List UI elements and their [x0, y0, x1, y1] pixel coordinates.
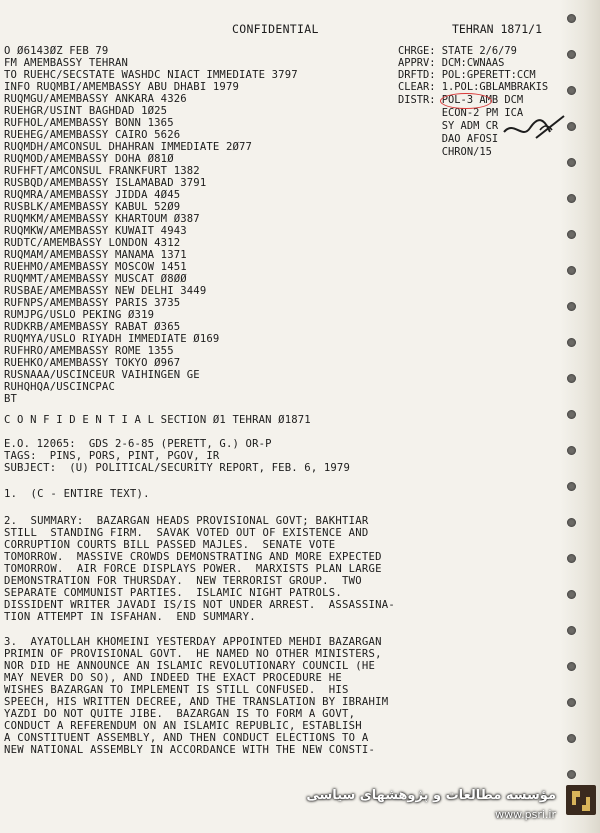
paragraph-line: TOMORROW. MASSIVE CROWDS DEMONSTRATING AND MORE EXPECTED [4, 551, 382, 563]
classification-line: C O N F I D E N T I A L SECTION Ø1 TEHRAN Ø1871 [4, 414, 311, 426]
routing-line: INFO RUQMBI/AMEMBASSY ABU DHABI 1979 [4, 81, 240, 93]
routing-line: RUSNAAA/USCINCEUR VAIHINGEN GE [4, 369, 200, 381]
paragraph-1: 1. (C - ENTIRE TEXT). [4, 488, 150, 500]
routing-line: RUQMDH/AMCONSUL DHAHRAN IMMEDIATE 2Ø77 [4, 141, 253, 153]
paragraph-line: 2. SUMMARY: BAZARGAN HEADS PROVISIONAL GOVT; BAKHTIAR [4, 515, 369, 527]
tractor-feed-holes [567, 0, 587, 833]
routing-line: RUQMKM/AMEMBASSY KHARTOUM Ø387 [4, 213, 200, 225]
paragraph-line: SPEECH, HIS WRITTEN DECREE, AND THE TRANSLATION BY IBRAHIM [4, 696, 389, 708]
paragraph-line: WISHES BAZARGAN TO IMPLEMENT IS STILL CONFUSED. HIS [4, 684, 349, 696]
paragraph-line: YAZDI DO NOT QUITE JIBE. BAZARGAN IS TO FORM A GOVT, [4, 708, 356, 720]
routing-line: TO RUEHC/SECSTATE WASHDC NIACT IMMEDIATE 3797 [4, 69, 298, 81]
clearance-line: DRFTD: POL:GPERETT:CCM [398, 69, 536, 81]
watermark-institute-name: مؤسسه مطالعات و پژوهشهای سیاسی [306, 788, 556, 803]
clearance-line: CHRGE: STATE 2/6/79 [398, 45, 517, 57]
paragraph-line: PRIMIN OF PROVISIONAL GOVT. HE NAMED NO OTHER MINISTERS, [4, 648, 382, 660]
routing-line: RUQMRA/AMEMBASSY JIDDA 4Ø45 [4, 189, 181, 201]
paragraph-line: NEW NATIONAL ASSEMBLY IN ACCORDANCE WITH THE NEW CONSTI- [4, 744, 376, 756]
clearance-line: DAO AFOSI [398, 133, 499, 145]
paragraph-line: SEPARATE COMMUNIST PARTIES. ISLAMIC NIGHT PATROLS. [4, 587, 343, 599]
paragraph-line: TION ATTEMPT IN ISFAHAN. END SUMMARY. [4, 611, 256, 623]
routing-line: RUEHMO/AMEMBASSY MOSCOW 1451 [4, 261, 187, 273]
paragraph-line: TOMORROW. AIR FORCE DISPLAYS POWER. MARXISTS PLAN LARGE [4, 563, 382, 575]
routing-line: BT [4, 393, 18, 405]
routing-line: RUEHGR/USINT BAGHDAD 1Ø25 [4, 105, 168, 117]
routing-line: RUQMGU/AMEMBASSY ANKARA 4326 [4, 93, 187, 105]
routing-line: RUSBLK/AMEMBASSY KABUL 52Ø9 [4, 201, 181, 213]
clearance-line: CLEAR: 1.POL:GBLAMBRAKIS [398, 81, 549, 93]
paragraph-line: CONDUCT A REFERENDUM ON AN ISLAMIC REPUBLIC, ESTABLISH [4, 720, 362, 732]
routing-line: RUQMYA/USLO RIYADH IMMEDIATE Ø169 [4, 333, 220, 345]
tags-line: TAGS: PINS, PORS, PINT, PGOV, IR [4, 450, 220, 462]
paragraph-line: 3. AYATOLLAH KHOMEINI YESTERDAY APPOINTED MEHDI BAZARGAN [4, 636, 382, 648]
watermark-url: www.psri.ir [495, 808, 556, 821]
subject-line: SUBJECT: (U) POLITICAL/SECURITY REPORT, FEB. 6, 1979 [4, 462, 350, 474]
red-circle-annotation [440, 93, 492, 109]
eo-line: E.O. 12065: GDS 2-6-85 (PERETT, G.) OR-P [4, 438, 272, 450]
clearance-line: DISTR: POL-3 AMB DCM [398, 94, 524, 106]
paragraph-line: DISSIDENT WRITER JAVADI IS/IS NOT UNDER ARREST. ASSASSINA- [4, 599, 396, 611]
routing-line: RUSBAE/AMEMBASSY NEW DELHI 3449 [4, 285, 207, 297]
routing-line: RUEHKO/AMEMBASSY TOKYO Ø967 [4, 357, 181, 369]
routing-line: FM AMEMBASSY TEHRAN [4, 57, 129, 69]
routing-line: RUQMMT/AMEMBASSY MUSCAT Ø8ØØ [4, 273, 187, 285]
institute-logo-icon [566, 785, 596, 815]
clearance-line: SY ADM CR [398, 120, 499, 132]
routing-line: RUFHFT/AMCONSUL FRANKFURT 1382 [4, 165, 200, 177]
routing-line: RUSBQD/AMEMBASSY ISLAMABAD 3791 [4, 177, 207, 189]
classification-header: CONFIDENTIAL [232, 22, 319, 36]
clearance-line: ECON-2 PM ICA [398, 107, 524, 119]
paragraph-line: CORRUPTION COURTS BILL PASSED MAJLES. SENATE VOTE [4, 539, 336, 551]
clearance-line: APPRV: DCM:CWNAAS [398, 57, 505, 69]
routing-line: RUHQHQA/USCINCPAC [4, 381, 115, 393]
paragraph-line: MAY NEVER DO SO), AND INDEED THE EXACT PROCEDURE HE [4, 672, 343, 684]
routing-line: RUDKRB/AMEMBASSY RABAT Ø365 [4, 321, 181, 333]
routing-line: RUFNPS/AMEMBASSY PARIS 3735 [4, 297, 181, 309]
routing-line: RUQMKW/AMEMBASSY KUWAIT 4943 [4, 225, 187, 237]
handwritten-initials [500, 110, 568, 152]
routing-line: RUFHOL/AMEMBASSY BONN 1365 [4, 117, 174, 129]
routing-line: RUDTC/AMEMBASSY LONDON 4312 [4, 237, 181, 249]
routing-line: RUQMAM/AMEMBASSY MANAMA 1371 [4, 249, 187, 261]
routing-line: RUMJPG/USLO PEKING Ø319 [4, 309, 155, 321]
paragraph-line: NOR DID HE ANNOUNCE AN ISLAMIC REVOLUTIONARY COUNCIL (HE [4, 660, 376, 672]
paragraph-line: DEMONSTRATION FOR THURSDAY. NEW TERRORIST GROUP. TWO [4, 575, 362, 587]
paragraph-line: A CONSTITUENT ASSEMBLY, AND THEN CONDUCT ELECTIONS TO A [4, 732, 369, 744]
telegram-reference: TEHRAN 1871/1 [452, 22, 543, 36]
routing-line: RUEHEG/AMEMBASSY CAIRO 5626 [4, 129, 181, 141]
routing-line: RUQMOD/AMEMBASSY DOHA Ø81Ø [4, 153, 174, 165]
routing-line: O Ø6143ØZ FEB 79 [4, 45, 109, 57]
paragraph-line: STILL STANDING FIRM. SAVAK VOTED OUT OF EXISTENCE AND [4, 527, 369, 539]
clearance-line: CHRON/15 [398, 146, 492, 158]
routing-line: RUFHRO/AMEMBASSY ROME 1355 [4, 345, 174, 357]
